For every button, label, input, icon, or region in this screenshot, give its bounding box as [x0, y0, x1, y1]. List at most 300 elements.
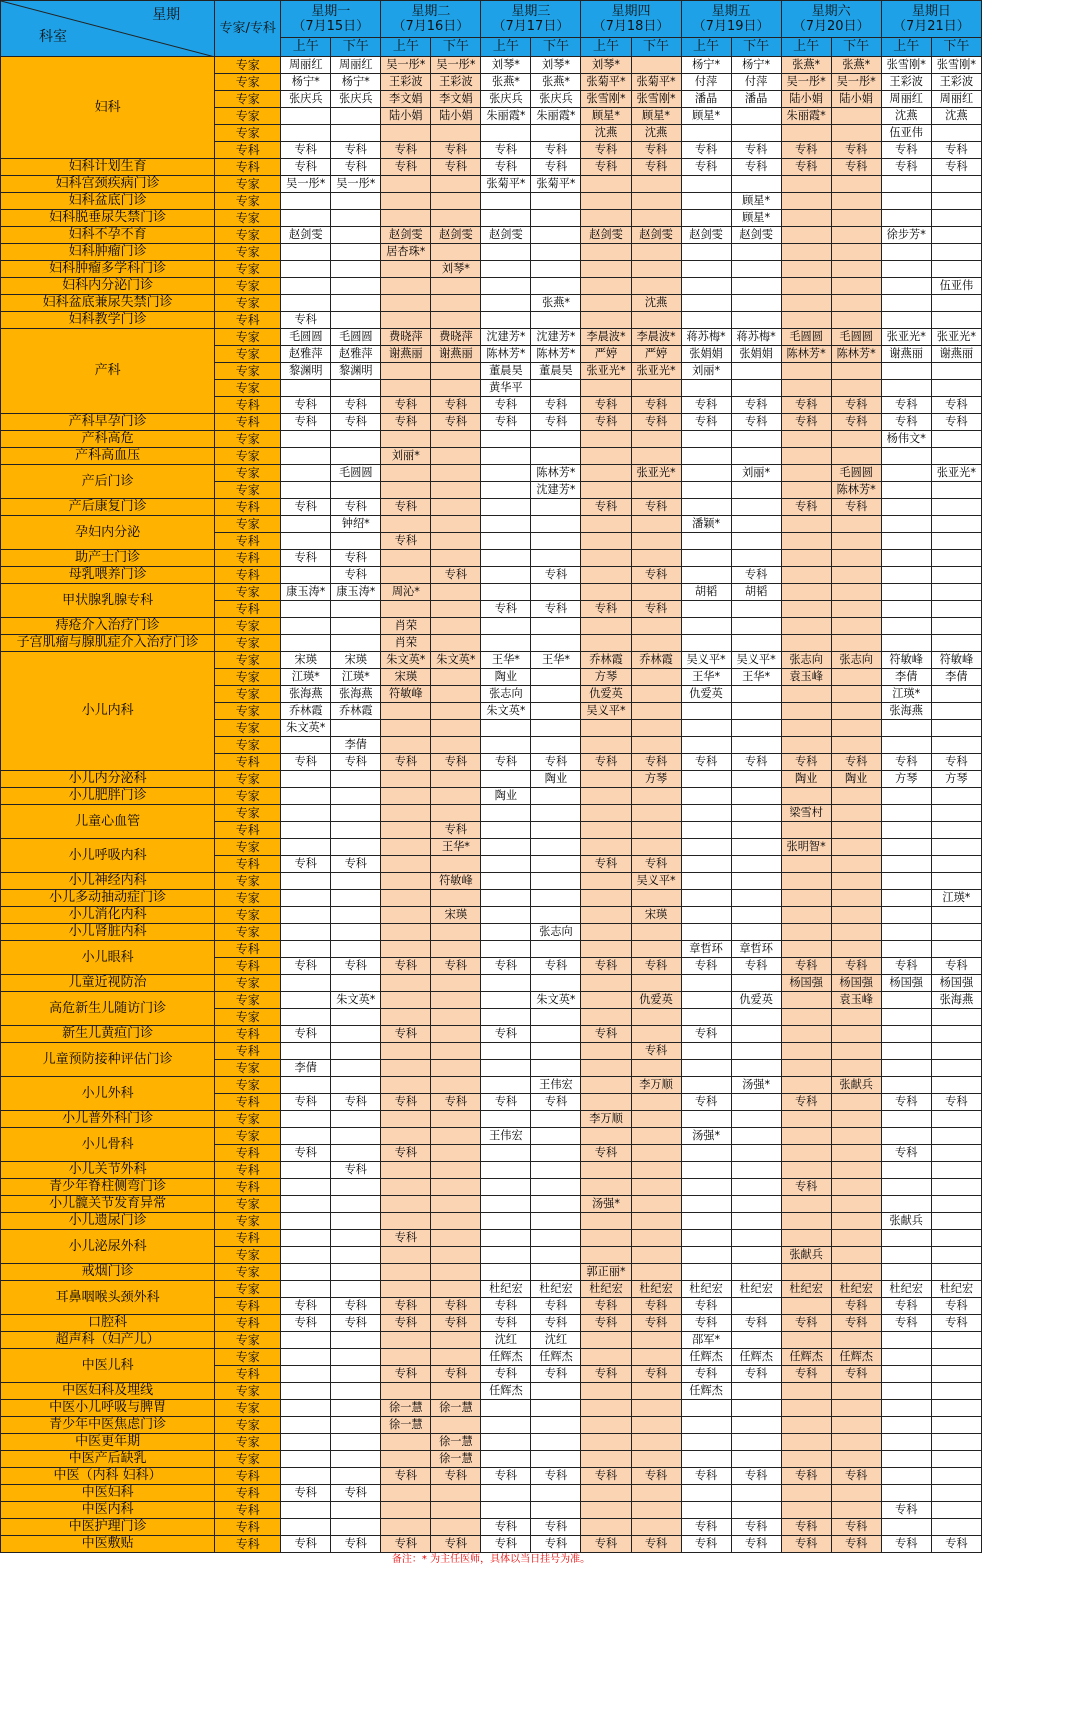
schedule-cell: 袁玉峰 — [781, 669, 831, 686]
schedule-cell — [581, 1060, 631, 1077]
schedule-cell — [631, 1485, 681, 1502]
schedule-cell — [681, 1502, 731, 1519]
schedule-cell — [881, 1077, 931, 1094]
schedule-cell — [681, 295, 731, 312]
schedule-cell: 专科 — [581, 1536, 631, 1553]
schedule-cell: 李晨波* — [631, 329, 681, 346]
table-row — [1, 635, 982, 652]
schedule-cell: 宋瑛 — [631, 907, 681, 924]
schedule-cell — [631, 431, 681, 448]
schedule-cell — [531, 822, 581, 839]
schedule-cell — [881, 941, 931, 958]
schedule-cell: 朱文英* — [331, 992, 381, 1009]
schedule-cell — [431, 1213, 481, 1230]
schedule-cell: 王华* — [731, 669, 781, 686]
schedule-cell — [281, 431, 331, 448]
schedule-cell — [931, 1366, 981, 1383]
schedule-cell — [581, 1043, 631, 1060]
schedule-cell: 专科 — [781, 142, 831, 159]
schedule-cell — [831, 550, 881, 567]
schedule-cell — [781, 1111, 831, 1128]
schedule-cell — [381, 1485, 431, 1502]
table-row — [1, 499, 982, 516]
role-cell: 专家 — [215, 669, 281, 686]
schedule-cell: 陈林芳* — [481, 346, 531, 363]
schedule-cell — [681, 635, 731, 652]
schedule-cell — [531, 788, 581, 805]
schedule-cell — [631, 1026, 681, 1043]
schedule-cell — [781, 856, 831, 873]
schedule-cell — [831, 295, 881, 312]
role-cell: 专家 — [215, 295, 281, 312]
department-name: 妇科计划生育 — [1, 159, 215, 176]
schedule-cell — [781, 1128, 831, 1145]
schedule-cell — [681, 1485, 731, 1502]
schedule-cell — [281, 1383, 331, 1400]
schedule-cell — [481, 890, 531, 907]
schedule-cell — [431, 516, 481, 533]
schedule-cell — [881, 1332, 931, 1349]
schedule-cell — [781, 1332, 831, 1349]
schedule-cell: 赵剑雯 — [431, 227, 481, 244]
schedule-cell — [331, 1230, 381, 1247]
schedule-cell: 汤强* — [581, 1196, 631, 1213]
schedule-cell: 专科 — [631, 1468, 681, 1485]
schedule-cell — [431, 482, 481, 499]
schedule-cell: 陶业 — [531, 771, 581, 788]
department-name: 小儿普外科门诊 — [1, 1111, 215, 1128]
schedule-cell — [281, 1519, 331, 1536]
role-cell: 专科 — [215, 1026, 281, 1043]
schedule-cell: 赵剑雯 — [631, 227, 681, 244]
schedule-cell: 周丽红 — [281, 57, 331, 74]
schedule-cell: 董晨昊 — [481, 363, 531, 380]
schedule-cell: 专科 — [481, 754, 531, 771]
schedule-cell: 专科 — [581, 414, 631, 431]
schedule-cell — [381, 992, 431, 1009]
schedule-cell — [381, 839, 431, 856]
schedule-cell: 顾星* — [731, 193, 781, 210]
schedule-cell — [931, 1128, 981, 1145]
role-cell: 专家 — [215, 1077, 281, 1094]
schedule-cell — [631, 737, 681, 754]
schedule-cell: 专科 — [331, 1485, 381, 1502]
schedule-cell: 赵剑雯 — [681, 227, 731, 244]
schedule-cell: 毛圆圆 — [781, 329, 831, 346]
schedule-cell: 吴义平* — [681, 652, 731, 669]
schedule-cell: 专科 — [931, 1315, 981, 1332]
schedule-cell — [681, 1196, 731, 1213]
schedule-cell — [781, 1417, 831, 1434]
schedule-cell — [731, 788, 781, 805]
schedule-cell — [281, 1366, 331, 1383]
schedule-cell — [381, 720, 431, 737]
schedule-cell — [681, 533, 731, 550]
role-cell: 专科 — [215, 1145, 281, 1162]
schedule-cell — [681, 448, 731, 465]
schedule-cell — [431, 924, 481, 941]
schedule-cell — [381, 771, 431, 788]
schedule-cell — [781, 482, 831, 499]
schedule-cell — [681, 771, 731, 788]
schedule-cell — [931, 1417, 981, 1434]
schedule-cell: 专科 — [381, 397, 431, 414]
schedule-cell: 谢燕丽 — [881, 346, 931, 363]
table-row — [1, 890, 982, 907]
schedule-cell — [381, 278, 431, 295]
schedule-cell: 陈林芳* — [531, 465, 581, 482]
role-cell: 专科 — [215, 1230, 281, 1247]
schedule-cell — [531, 890, 581, 907]
schedule-cell — [881, 499, 931, 516]
role-cell: 专家 — [215, 108, 281, 125]
schedule-cell — [531, 720, 581, 737]
schedule-cell — [931, 1026, 981, 1043]
schedule-cell — [681, 703, 731, 720]
schedule-cell — [431, 1332, 481, 1349]
schedule-cell: 沈建芳* — [531, 482, 581, 499]
role-cell: 专科 — [215, 822, 281, 839]
schedule-cell — [681, 1247, 731, 1264]
schedule-cell: 专科 — [631, 1315, 681, 1332]
schedule-cell — [481, 125, 531, 142]
schedule-cell: 专科 — [681, 958, 731, 975]
schedule-cell — [281, 737, 331, 754]
schedule-cell — [631, 312, 681, 329]
schedule-cell — [431, 1485, 481, 1502]
schedule-cell — [531, 1383, 581, 1400]
schedule-cell — [481, 1145, 531, 1162]
schedule-cell: 专科 — [931, 1536, 981, 1553]
schedule-cell: 陈林芳* — [831, 482, 881, 499]
schedule-cell — [931, 499, 981, 516]
schedule-cell: 专科 — [331, 159, 381, 176]
schedule-cell — [531, 227, 581, 244]
schedule-cell — [731, 1094, 781, 1111]
schedule-cell: 专科 — [831, 1366, 881, 1383]
schedule-cell — [581, 244, 631, 261]
schedule-cell: 专科 — [331, 1162, 381, 1179]
schedule-cell — [331, 822, 381, 839]
schedule-cell — [481, 907, 531, 924]
schedule-cell: 陶业 — [481, 788, 531, 805]
schedule-cell — [931, 1230, 981, 1247]
schedule-cell — [431, 1145, 481, 1162]
schedule-cell — [781, 686, 831, 703]
role-cell: 专家 — [215, 1060, 281, 1077]
role-cell: 专科 — [215, 1315, 281, 1332]
schedule-cell — [331, 873, 381, 890]
schedule-cell — [531, 261, 581, 278]
schedule-cell — [631, 635, 681, 652]
schedule-cell — [381, 1111, 431, 1128]
schedule-cell: 专科 — [431, 567, 481, 584]
schedule-cell: 徐一慧 — [381, 1417, 431, 1434]
schedule-cell — [731, 380, 781, 397]
role-cell: 专家 — [215, 1332, 281, 1349]
schedule-cell — [431, 584, 481, 601]
schedule-cell: 专科 — [281, 550, 331, 567]
department-name: 中医儿科 — [1, 1349, 215, 1383]
schedule-cell — [681, 550, 731, 567]
schedule-cell — [531, 499, 581, 516]
schedule-cell — [331, 1434, 381, 1451]
schedule-cell: 专科 — [731, 1366, 781, 1383]
schedule-cell: 任辉杰 — [731, 1349, 781, 1366]
schedule-cell — [781, 1077, 831, 1094]
schedule-cell — [581, 992, 631, 1009]
table-row — [1, 1383, 982, 1400]
schedule-cell — [581, 261, 631, 278]
department-name: 产后门诊 — [1, 465, 215, 499]
schedule-cell — [381, 1383, 431, 1400]
schedule-cell: 陈林芳* — [781, 346, 831, 363]
department-name: 母乳喂养门诊 — [1, 567, 215, 584]
schedule-cell — [331, 839, 381, 856]
schedule-cell: 专科 — [731, 142, 781, 159]
schedule-cell — [631, 1383, 681, 1400]
schedule-cell — [931, 363, 981, 380]
schedule-cell — [731, 1009, 781, 1026]
schedule-cell — [531, 1502, 581, 1519]
schedule-cell — [381, 822, 431, 839]
schedule-cell — [881, 1009, 931, 1026]
department-name: 耳鼻咽喉头颈外科 — [1, 1281, 215, 1315]
schedule-cell: 朱丽霞* — [481, 108, 531, 125]
schedule-cell — [431, 1264, 481, 1281]
schedule-cell — [731, 1451, 781, 1468]
schedule-cell — [781, 1434, 831, 1451]
schedule-cell — [381, 1332, 431, 1349]
schedule-cell — [531, 516, 581, 533]
schedule-cell: 专科 — [881, 397, 931, 414]
schedule-cell — [331, 1417, 381, 1434]
role-cell: 专家 — [215, 57, 281, 74]
schedule-cell — [431, 1043, 481, 1060]
department-name: 妇科教学门诊 — [1, 312, 215, 329]
schedule-cell — [481, 193, 531, 210]
schedule-cell — [481, 1111, 531, 1128]
schedule-cell — [631, 1332, 681, 1349]
role-cell: 专家 — [215, 890, 281, 907]
schedule-cell — [931, 737, 981, 754]
schedule-cell — [931, 1196, 981, 1213]
schedule-cell — [431, 1247, 481, 1264]
schedule-cell — [931, 193, 981, 210]
schedule-cell — [731, 1230, 781, 1247]
schedule-cell: 刘琴* — [481, 57, 531, 74]
schedule-cell — [681, 788, 731, 805]
schedule-cell — [881, 465, 931, 482]
schedule-cell: 专科 — [731, 958, 781, 975]
schedule-cell: 周丽红 — [881, 91, 931, 108]
department-name: 中医敷贴 — [1, 1536, 215, 1553]
schedule-cell — [331, 244, 381, 261]
schedule-cell: 专科 — [631, 142, 681, 159]
schedule-cell — [831, 516, 881, 533]
schedule-cell — [581, 1519, 631, 1536]
schedule-cell — [781, 227, 831, 244]
department-name: 妇科脱垂尿失禁门诊 — [1, 210, 215, 227]
schedule-cell — [381, 193, 431, 210]
schedule-cell: 专科 — [481, 397, 531, 414]
schedule-cell — [681, 176, 731, 193]
schedule-cell — [581, 533, 631, 550]
table-row — [1, 227, 982, 244]
schedule-cell — [531, 618, 581, 635]
schedule-cell — [831, 618, 881, 635]
schedule-cell — [531, 1451, 581, 1468]
schedule-cell — [681, 924, 731, 941]
schedule-cell — [681, 737, 731, 754]
schedule-cell: 专科 — [831, 142, 881, 159]
schedule-cell — [581, 465, 631, 482]
schedule-cell — [481, 1179, 531, 1196]
schedule-cell — [781, 516, 831, 533]
schedule-cell — [731, 261, 781, 278]
table-row — [1, 907, 982, 924]
schedule-cell — [931, 1247, 981, 1264]
schedule-cell: 张庆兵 — [481, 91, 531, 108]
schedule-cell — [631, 686, 681, 703]
schedule-cell: 专科 — [531, 1094, 581, 1111]
table-row — [1, 805, 982, 822]
schedule-cell — [731, 482, 781, 499]
schedule-cell — [681, 125, 731, 142]
schedule-cell — [381, 261, 431, 278]
schedule-cell: 沈建芳* — [531, 329, 581, 346]
schedule-cell — [381, 856, 431, 873]
schedule-cell — [531, 1230, 581, 1247]
role-cell: 专家 — [215, 329, 281, 346]
schedule-cell — [681, 618, 731, 635]
role-cell: 专家 — [215, 1349, 281, 1366]
schedule-cell — [481, 533, 531, 550]
schedule-cell: 刘丽* — [731, 465, 781, 482]
schedule-cell — [431, 975, 481, 992]
schedule-cell — [331, 1247, 381, 1264]
schedule-cell — [831, 533, 881, 550]
table-row — [1, 1026, 982, 1043]
schedule-cell — [781, 1264, 831, 1281]
schedule-cell — [831, 856, 881, 873]
schedule-cell — [431, 1162, 481, 1179]
schedule-cell: 张娟娟 — [681, 346, 731, 363]
role-cell: 专科 — [215, 1536, 281, 1553]
day-header: 星期四 （7月18日） — [581, 1, 681, 38]
schedule-cell: 专科 — [581, 1468, 631, 1485]
schedule-cell — [381, 1502, 431, 1519]
role-cell: 专家 — [215, 1417, 281, 1434]
schedule-cell: 专科 — [431, 1468, 481, 1485]
schedule-cell: 刘琴* — [531, 57, 581, 74]
schedule-cell — [731, 618, 781, 635]
schedule-cell: 陶业 — [831, 771, 881, 788]
table-row — [1, 1400, 982, 1417]
day-header: 星期二 （7月16日） — [381, 1, 481, 38]
schedule-cell — [731, 1383, 781, 1400]
schedule-cell: 乔林霞 — [581, 652, 631, 669]
schedule-cell — [631, 261, 681, 278]
schedule-cell — [281, 244, 331, 261]
role-cell: 专家 — [215, 431, 281, 448]
schedule-cell — [331, 771, 381, 788]
schedule-cell: 毛圆圆 — [331, 465, 381, 482]
schedule-cell — [931, 907, 981, 924]
schedule-cell: 乔林霞 — [331, 703, 381, 720]
schedule-cell — [281, 601, 331, 618]
schedule-cell — [781, 1451, 831, 1468]
schedule-cell — [281, 261, 331, 278]
schedule-cell — [831, 805, 881, 822]
pm-header: 下午 — [731, 37, 781, 56]
department-name: 产科高血压 — [1, 448, 215, 465]
schedule-cell — [731, 873, 781, 890]
schedule-cell — [431, 1060, 481, 1077]
schedule-cell: 钟绍* — [331, 516, 381, 533]
schedule-cell — [881, 601, 931, 618]
schedule-cell: 专科 — [431, 1366, 481, 1383]
schedule-cell — [531, 1179, 581, 1196]
schedule-cell — [681, 1077, 731, 1094]
schedule-cell — [881, 516, 931, 533]
schedule-cell — [681, 380, 731, 397]
schedule-cell — [331, 1451, 381, 1468]
schedule-cell: 黎渊明 — [281, 363, 331, 380]
department-name: 超声科（妇产儿） — [1, 1332, 215, 1349]
schedule-cell: 专科 — [481, 142, 531, 159]
schedule-cell — [581, 278, 631, 295]
schedule-cell — [581, 1179, 631, 1196]
schedule-cell — [331, 1060, 381, 1077]
schedule-cell: 专科 — [631, 1536, 681, 1553]
table-row — [1, 329, 982, 346]
schedule-cell — [531, 584, 581, 601]
schedule-cell — [881, 363, 931, 380]
schedule-cell — [731, 1332, 781, 1349]
schedule-cell — [481, 261, 531, 278]
schedule-cell — [331, 1043, 381, 1060]
schedule-cell — [681, 261, 731, 278]
schedule-cell: 宋瑛 — [381, 669, 431, 686]
schedule-cell: 专科 — [881, 1298, 931, 1315]
schedule-cell — [381, 1162, 431, 1179]
schedule-cell — [781, 924, 831, 941]
role-cell: 专家 — [215, 210, 281, 227]
schedule-cell — [731, 1111, 781, 1128]
schedule-cell — [631, 244, 681, 261]
schedule-cell: 陶业 — [481, 669, 531, 686]
table-row — [1, 873, 982, 890]
schedule-cell — [931, 1213, 981, 1230]
schedule-cell: 专科 — [681, 159, 731, 176]
schedule-cell — [931, 635, 981, 652]
schedule-cell — [431, 533, 481, 550]
schedule-cell: 王华* — [531, 652, 581, 669]
schedule-cell: 汤强* — [681, 1128, 731, 1145]
schedule-cell: 陈林芳* — [531, 346, 581, 363]
schedule-cell — [881, 1349, 931, 1366]
schedule-cell — [781, 788, 831, 805]
schedule-cell — [281, 1434, 331, 1451]
schedule-cell — [931, 227, 981, 244]
schedule-cell — [931, 805, 981, 822]
schedule-cell — [481, 465, 531, 482]
schedule-cell: 专科 — [731, 397, 781, 414]
schedule-cell — [831, 1230, 881, 1247]
schedule-cell — [481, 567, 531, 584]
schedule-cell: 任辉杰 — [681, 1349, 731, 1366]
